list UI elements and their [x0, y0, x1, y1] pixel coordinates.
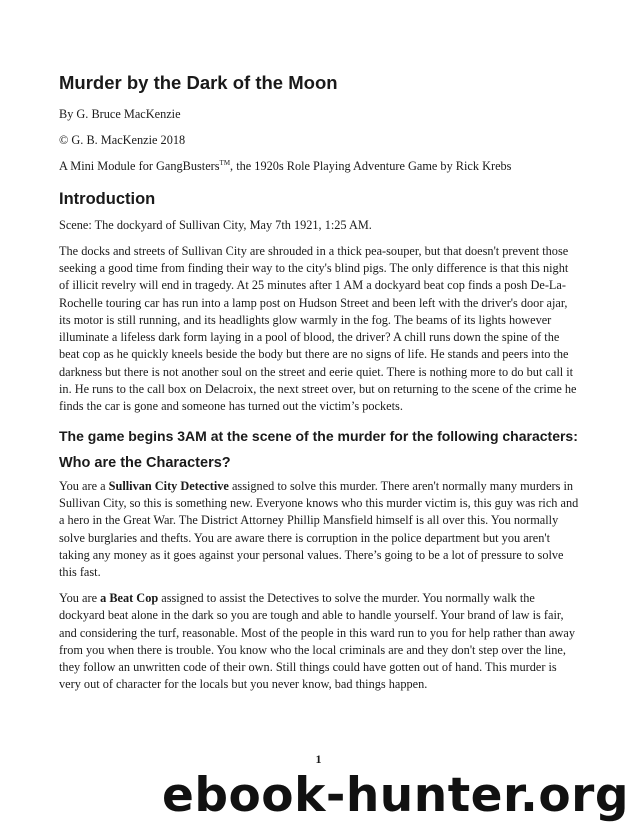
- beat-cop-post: assigned to assist the Detectives to solve the murder. You normally walk the dockyard beat alone in the dark so you are tough and able to handle yourself. Your brand of law is fair, and considering the turf, reasonable. Most of the people in this ward run to you for help rather than away from you when there is trouble. You know who the local criminals are and they don't step over the line, they follow an unwritten code of their own. Still things could have gotten out of hand. This murder is very out of character for the locals but you never know, bad things happen.: [59, 590, 575, 692]
- watermark: ebook-hunter.org: [161, 768, 629, 823]
- trademark-mark: TM: [219, 158, 231, 167]
- introduction-heading: Introduction: [59, 189, 156, 208]
- detective-role: Sullivan City Detective: [108, 478, 229, 493]
- document-title: Murder by the Dark of the Moon: [59, 72, 338, 93]
- module-line-after: , the 1920s Role Playing Adventure Game by Rick Krebs: [230, 158, 512, 173]
- detective-paragraph: [59, 478, 579, 582]
- characters-heading: Who are the Characters?: [59, 454, 231, 471]
- detective-pre: You are a: [59, 478, 109, 493]
- module-line-before: A Mini Module for GangBusters: [59, 158, 220, 173]
- copyright-line: © G. B. MacKenzie 2018: [59, 132, 186, 147]
- detective-post: assigned to solve this murder. There aren't normally many murders in Sullivan City, so this is something new. Everyone knows who this murder victim is, this guy was rich and a hero in the Great War. The District Attorney Phillip Mansfield himself is all over this. You normally solve burglaries and thefts. You are aware there is corruption in the police department but you aren't taking any money as it goes against your personal values. There’s going to be a lot of pressure to solve this fast.: [59, 478, 579, 580]
- document-page: [59, 72, 579, 702]
- beat-cop-role: a Beat Cop: [100, 590, 159, 605]
- beat-cop-paragraph: [59, 590, 579, 694]
- beat-cop-pre: You are: [59, 590, 101, 605]
- scene-line: Scene: The dockyard of Sullivan City, May 7th 1921, 1:25 AM.: [59, 217, 372, 232]
- game-begins-heading: The game begins 3AM at the scene of the murder for the following characters:: [59, 427, 578, 444]
- byline: By G. Bruce MacKenzie: [59, 107, 181, 121]
- introduction-paragraph: The docks and streets of Sullivan City are shrouded in a thick pea-souper, but that doesn't prevent those seeking a good time from finding their way to the city's blind pigs. The only difference is that this night of illicit revelry will end in tragedy. At 25 minutes after 1 AM a dockyard beat cop finds a posh De-La-Rochelle touring car has run into a lamp post on Hudson Street and been left with the driver's door ajar, its motor is still running, and its headlights glow warmly in the fog. The beams of its lights however illuminate a lifeless dark form laying in a pool of blood, the driver? A chill runs down the spine of the beat cop as he quickly kneels beside the body but there are no signs of life. He stands and peers into the darkness but there is not another soul on the street and eerie quiet. There is nothing more to do but call it in. He runs to the call box on Delacroix, the next street over, but on returning to the scene of the crime he finds the car is gone and someone has turned out the victim’s pockets.: [59, 243, 577, 414]
- module-line: [59, 158, 579, 175]
- page-number: 1: [315, 752, 322, 766]
